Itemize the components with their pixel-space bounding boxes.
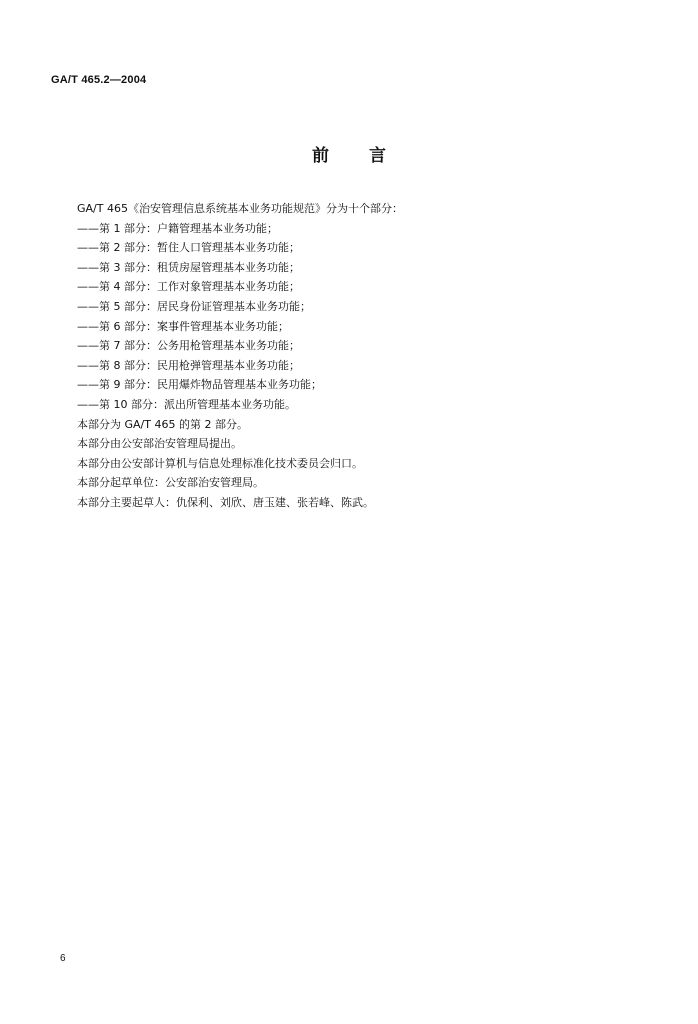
- part-list-item: ——第 6 部分：案事件管理基本业务功能；: [77, 319, 289, 333]
- part-list-item: ——第 9 部分：民用爆炸物品管理基本业务功能；: [77, 378, 322, 392]
- part-list-item: ——第 10 部分：派出所管理基本业务功能。: [77, 397, 296, 411]
- page-title: [0, 141, 698, 166]
- title-char-1: 前: [312, 146, 329, 166]
- part-list-item: ——第 3 部分：租赁房屋管理基本业务功能；: [77, 260, 300, 274]
- foreword-body: [77, 199, 637, 513]
- part-list-item: ——第 1 部分：户籍管理基本业务功能；: [77, 221, 278, 235]
- page-number: 6: [60, 953, 66, 964]
- title-char-2: 言: [369, 146, 386, 166]
- part-list-item: ——第 5 部分：居民身份证管理基本业务功能；: [77, 299, 311, 313]
- statement-part-of: 本部分为 GA/T 465 的第 2 部分。: [77, 417, 248, 431]
- statement-centralized-by: 本部分由公安部计算机与信息处理标准化技术委员会归口。: [77, 456, 363, 470]
- foreword-intro: GA/T 465《治安管理信息系统基本业务功能规范》分为十个部分：: [77, 202, 403, 215]
- part-list-item: ——第 8 部分：民用枪弹管理基本业务功能；: [77, 358, 300, 372]
- standard-code: GA/T 465.2—2004: [51, 74, 147, 86]
- part-list-item: ——第 2 部分：暂住人口管理基本业务功能；: [77, 241, 300, 255]
- statement-proposed-by: 本部分由公安部治安管理局提出。: [77, 437, 242, 451]
- part-list-item: ——第 7 部分：公务用枪管理基本业务功能；: [77, 339, 300, 353]
- statement-drafting-unit: 本部分起草单位：公安部治安管理局。: [77, 476, 264, 490]
- part-list-item: ——第 4 部分：工作对象管理基本业务功能；: [77, 280, 300, 294]
- statement-drafters: 本部分主要起草人：仇保利、刘欣、唐玉建、张若峰、陈武。: [77, 495, 374, 509]
